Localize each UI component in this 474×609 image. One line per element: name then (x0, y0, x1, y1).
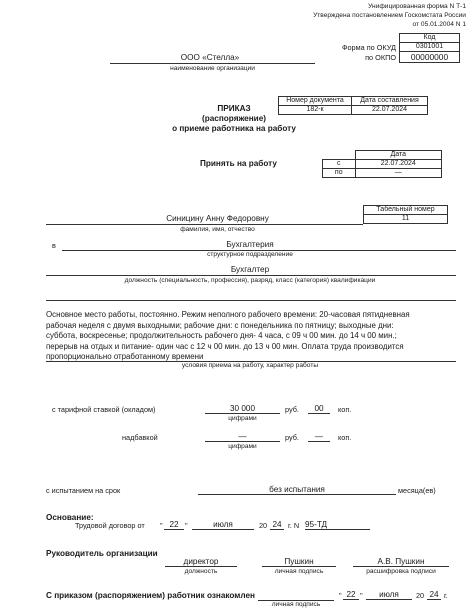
okud-value: 0301001 (400, 43, 460, 52)
department-caption: структурное подразделение (207, 251, 293, 258)
hire-label: Принять на работу (200, 159, 277, 168)
acquainted-year-prefix: 20 (416, 591, 425, 600)
form-header-line3: от 05.01.2004 N 1 (412, 21, 466, 28)
tab-number-value: 11 (364, 215, 448, 224)
conditions-line: Основное место работы, постоянно. Режим неполного рабочего времени: 20-часовая пятидневная (46, 310, 410, 319)
position-value: Бухгалтер (230, 265, 270, 274)
acquainted-year: 24 (427, 590, 441, 600)
director-position: директор (165, 557, 237, 567)
bonus-caption: цифрами (228, 443, 257, 450)
okud-label: Форма по ОКУД (341, 43, 396, 52)
bonus-rub-label: руб. (285, 433, 299, 442)
okpo-label: по ОКПО (365, 53, 396, 62)
contract-year: 24 (270, 520, 284, 530)
okpo-value: 00000000 (400, 52, 460, 63)
position-caption: должность (специальность, профессия), разряд, класс (категория) квалификации (124, 277, 376, 284)
document-number: 182-к (279, 106, 352, 115)
position-underline (46, 275, 456, 276)
director-position-caption: должность (184, 568, 218, 575)
organization-underline (110, 63, 315, 64)
acquainted-day: 22 (343, 590, 359, 600)
conditions-caption: условия приема на работу, характер работы (181, 362, 319, 369)
conditions-text (46, 310, 456, 363)
bonus-kop-value: — (308, 432, 330, 442)
director-signature-caption: личная подпись (274, 568, 324, 575)
contract-number: 95-ТД (305, 520, 370, 530)
employee-name-caption: фамилия, имя, отчество (180, 226, 255, 233)
document-number-header: Номер документа (279, 97, 352, 106)
director-signature: Пушкин (262, 557, 336, 567)
organization-caption: наименование организации (170, 65, 255, 72)
hire-to-date: — (355, 169, 442, 178)
position-underline-2 (46, 300, 456, 301)
director-full-name: А.В. Пушкин (353, 557, 449, 567)
conditions-line: рабочая неделя с двумя выходными; рабочие дни: с понедельника по пятницу; выходные дни: (46, 320, 394, 330)
quote-open: " (160, 521, 163, 530)
doc-heading: о приеме работника на работу (172, 124, 296, 133)
contract-day: 22 (164, 520, 184, 530)
director-full-name-caption: расшифровка подписи (366, 568, 436, 575)
conditions-line: суббота, воскресенье; продолжительность рабочего дня- 4 часа, с 09 ч 00 мин. до 14 ч 00 мин.; (46, 331, 397, 341)
doc-subtitle: (распоряжение) (202, 114, 266, 123)
hire-from-date: 22.07.2024 (355, 160, 442, 169)
salary-rub-label: руб. (285, 405, 299, 414)
quote-close: " (185, 521, 188, 530)
form-header-line1: Унифицированная форма N Т-1 (368, 3, 466, 10)
bonus-rub-value: — (205, 432, 280, 442)
quote-close: " (360, 591, 363, 600)
hire-to-label: по (323, 169, 356, 178)
employee-name: Синицину Анну Федоровну (166, 214, 269, 223)
contract-year-suffix: г. N (288, 521, 300, 530)
conditions-line: пропорционально отработанному времени (46, 352, 204, 362)
probation-value: без испытания (198, 485, 396, 495)
contract-month: июля (192, 520, 254, 530)
document-date-header: Дата составления (352, 97, 428, 106)
doc-title: ПРИКАЗ (217, 104, 251, 113)
form-header-line2: Утверждена постановлением Госкомстата России (313, 12, 466, 19)
salary-kop-value: 00 (308, 404, 330, 414)
quote-open: " (339, 591, 342, 600)
codes-header: Код (400, 34, 460, 43)
contract-year-prefix: 20 (259, 521, 268, 530)
employee-name-underline (46, 224, 363, 225)
hire-dates-table (322, 150, 442, 178)
conditions-line: перерыв на отдых и питание- один час с 12 ч 00 мин. до 13 ч 00 мин. Оплата труда производится (46, 341, 404, 351)
salary-kop-label: коп. (338, 405, 352, 414)
document-date: 22.07.2024 (352, 106, 428, 115)
hire-date-header: Дата (355, 151, 442, 160)
organization-name: ООО «Стелла» (180, 53, 240, 62)
codes-table (399, 33, 460, 63)
probation-unit: месяца(ев) (398, 486, 436, 495)
probation-label: с испытанием на срок (46, 486, 121, 495)
tab-number-table (363, 205, 448, 224)
bonus-kop-label: коп. (338, 433, 352, 442)
document-table (278, 96, 428, 115)
salary-label: с тарифной ставкой (окладом) (52, 405, 156, 414)
salary-caption: цифрами (228, 415, 257, 422)
acquainted-month: июля (366, 590, 412, 600)
salary-rub-value: 30 000 (205, 404, 280, 414)
hire-from-label: с (323, 160, 356, 169)
basis-label: Основание: (46, 513, 94, 522)
tab-number-header: Табельный номер (364, 206, 448, 215)
bonus-label: надбавкой (122, 433, 158, 442)
acquainted-label: С приказом (распоряжением) работник ознакомлен (46, 591, 255, 600)
acquainted-signature-caption: личная подпись (271, 601, 321, 608)
department-prefix: в (52, 241, 56, 250)
contract-label: Трудовой договор от (75, 521, 145, 530)
department-value: Бухгалтерия (226, 240, 274, 249)
director-label: Руководитель организации (46, 549, 158, 558)
acquainted-year-suffix: г. (444, 591, 448, 600)
